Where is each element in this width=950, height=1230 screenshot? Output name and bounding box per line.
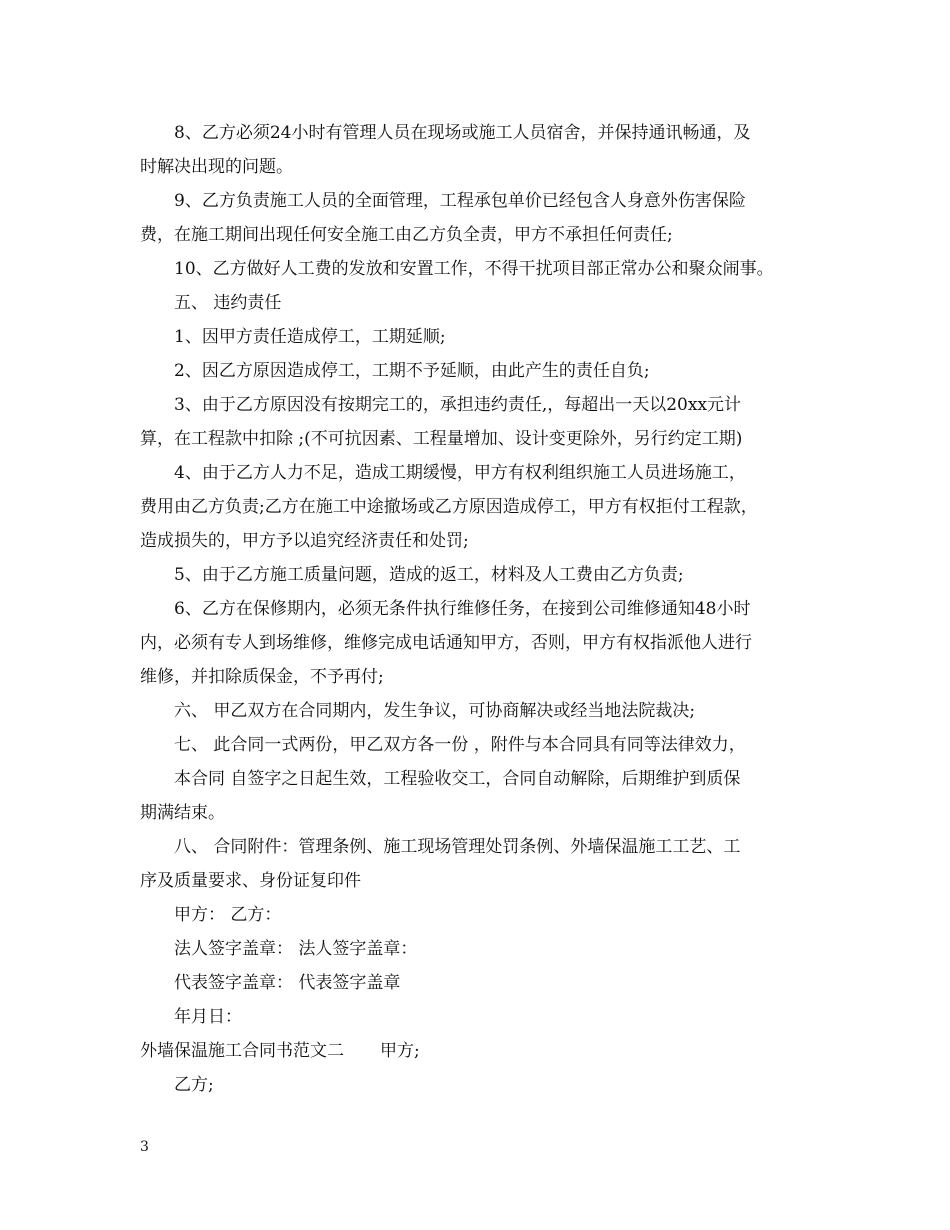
party-labels: 甲方： 乙方： [174, 905, 282, 925]
clause-10: 10、乙方做好人工费的发放和安置工作，不得干扰项目部正常办公和聚众闹事。 [174, 259, 774, 279]
party-a-label: 甲方; [380, 1041, 420, 1061]
breach-item-6-line-3: 维修，并扣除质保金，不予再付; [140, 667, 384, 687]
breach-item-6-line-1: 6、乙方在保修期内，必须无条件执行维修任务，在接到公司维修通知48小时 [174, 599, 751, 619]
section-7-line-1: 七、 此合同一式两份，甲乙双方各一份 ，附件与本合同具有同等法律效力， [174, 735, 746, 755]
section-8-line-1: 八、 合同附件：管理条例、施工现场管理处罚条例、外墙保温施工工艺、工 [174, 837, 741, 857]
representative-signature-line: 代表签字盖章： 代表签字盖章 [174, 973, 401, 993]
section-6: 六、 甲乙双方在合同期内，发生争议，可协商解决或经当地法院裁决; [174, 701, 696, 721]
document-body [140, 116, 820, 1102]
date-line: 年月日： [174, 1007, 242, 1027]
clause-9-line-2: 费，在施工期间出现任何安全施工由乙方负全责，甲方不承担任何责任; [140, 225, 673, 245]
breach-item-5: 5、由于乙方施工质量问题，造成的返工，材料及人工费由乙方负责; [174, 565, 684, 585]
section-5-heading: 五、 违约责任 [174, 293, 282, 313]
clause-9-line-1: 9、乙方负责施工人员的全面管理，工程承包单价已经包含人身意外伤害保险 [174, 191, 746, 211]
breach-item-4-line-1: 4、由于乙方人力不足，造成工期缓慢，甲方有权利组织施工人员进场施工， [174, 463, 746, 483]
breach-item-6-line-2: 内，必须有专人到场维修，维修完成电话通知甲方，否则，甲方有权指派他人进行 [140, 633, 752, 653]
party-b-label: 乙方; [174, 1075, 214, 1095]
page-number: 3 [140, 1139, 149, 1155]
breach-item-4-line-2: 费用由乙方负责;乙方在施工中途撤场或乙方原因造成停工，甲方有权拒付工程款， [140, 497, 758, 517]
breach-item-1: 1、因甲方责任造成停工，工期延顺; [174, 327, 446, 347]
section-8-line-2: 序及质量要求、身份证复印件 [140, 871, 361, 891]
breach-item-3-line-2: 算，在工程款中扣除 ;(不可抗因素、工程量增加、设计变更除外，另行约定工期) [140, 429, 743, 449]
breach-item-4-line-3: 造成损失的，甲方予以追究经济责任和处罚; [140, 531, 469, 551]
clause-8-line-2: 时解决出现的问题。 [140, 157, 293, 177]
legal-rep-signature-line: 法人签字盖章： 法人签字盖章： [174, 939, 418, 959]
clause-8-line-1: 8、乙方必须24小时有管理人员在现场或施工人员宿舍，并保持通讯畅通，及 [174, 123, 751, 143]
section-7-line-2: 本合同 自签字之日起生效，工程验收交工，合同自动解除，后期维护到质保 [174, 769, 741, 789]
second-contract-title-line [140, 1034, 820, 1068]
breach-item-3-line-1: 3、由于乙方原因没有按期完工的，承担违约责任,，每超出一天以20xx元计 [174, 395, 742, 415]
breach-item-2: 2、因乙方原因造成停工，工期不予延顺，由此产生的责任自负; [174, 361, 650, 381]
second-contract-title: 外墙保温施工合同书范文二 [140, 1041, 344, 1061]
section-7-line-3: 期满结束。 [140, 803, 225, 823]
